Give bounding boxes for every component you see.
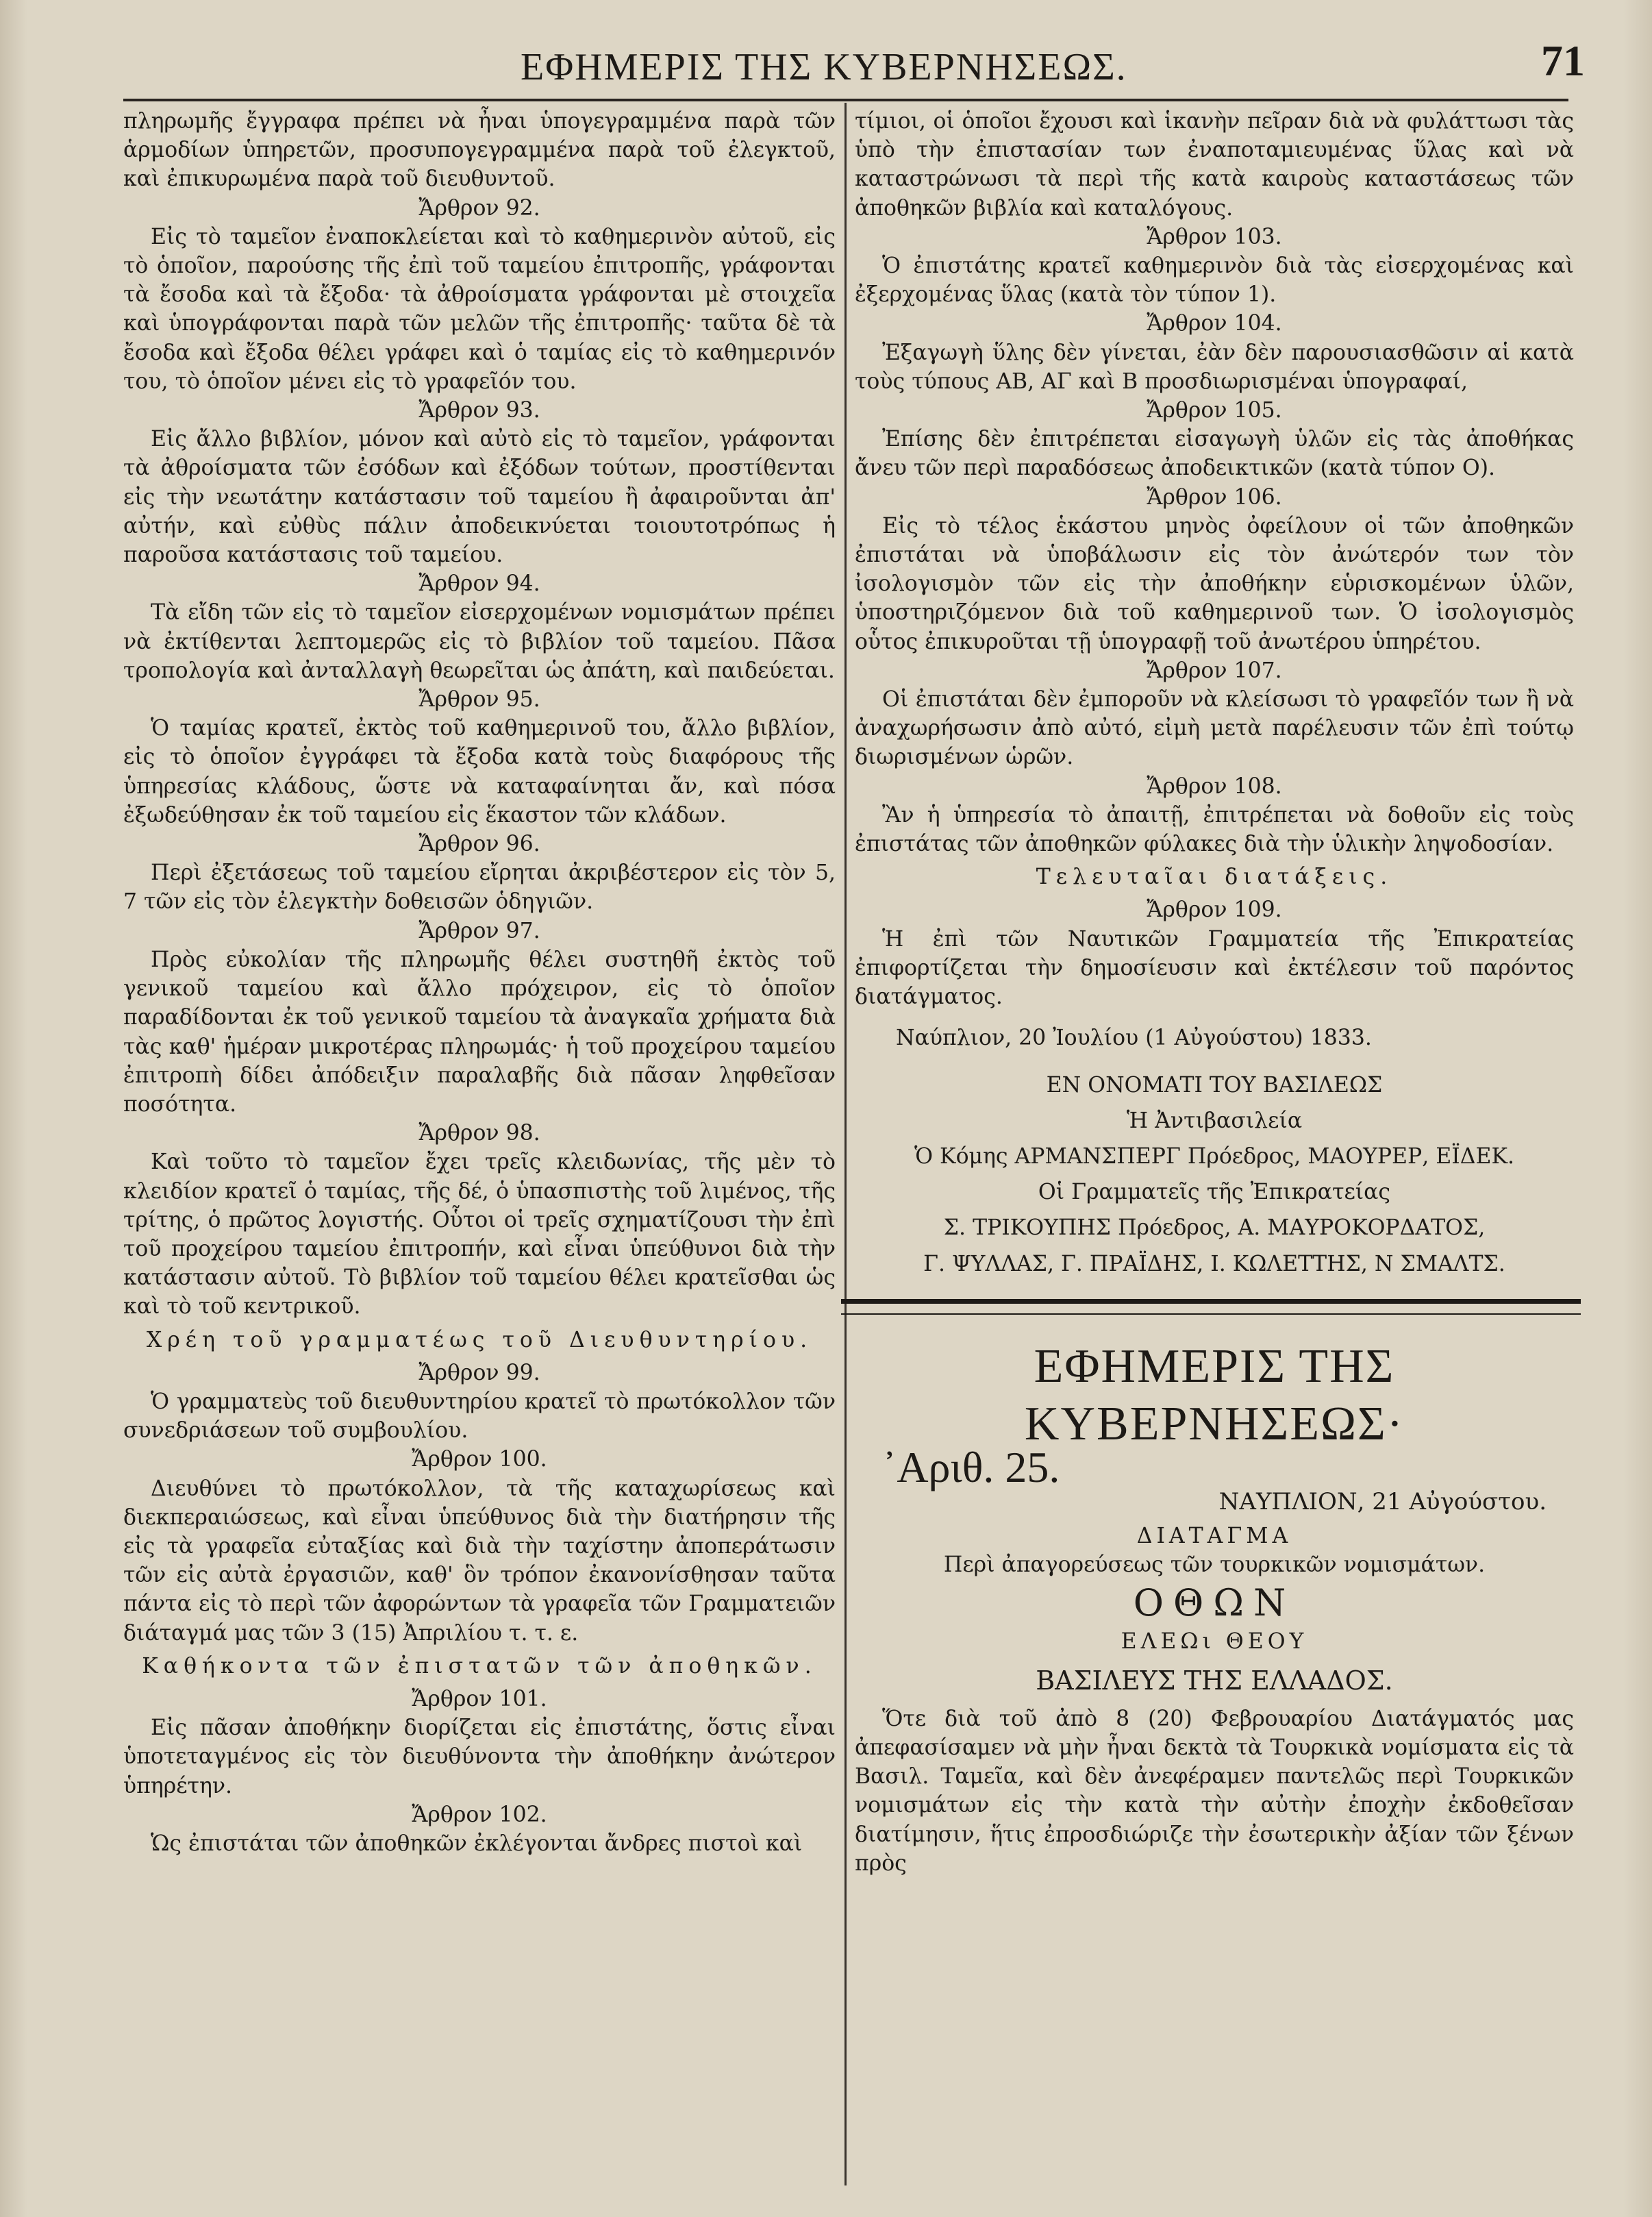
section-heading: Καθήκοντα τῶν ἐπιστατῶν τῶν ἀποθηκῶν. xyxy=(142,1653,817,1679)
paragraph: Ἂν ἡ ὑπηρεσία τὸ ἀπαιτῇ, ἐπιτρέπεται νὰ δοθοῦν εἰς τοὺς ἐπιστάτας τῶν ἀποθηκῶν φύλακες διὰ τὴν ὑλικὴν ληψοδοσίαν. xyxy=(855,802,1574,857)
article-heading: Ἄρθρον 103. xyxy=(1147,224,1282,249)
paragraph: Τὰ εἴδη τῶν εἰς τὸ ταμεῖον εἰσερχομένων νομισμάτων πρέπει νὰ ἐκτίθενται λεπτομερῶς εἰς τὸ βιβλίον τοῦ ταμείου. Πᾶσα τροπολογία καὶ ἀνταλλαγὴ θεωρεῖται ὡς ἀπάτη, καὶ παιδεύεται. xyxy=(123,600,836,683)
date-line: Ναύπλιον, 20 Ἰουλίου (1 Αὐγούστου) 1833. xyxy=(896,1026,1372,1051)
article-heading: Ἄρθρον 109. xyxy=(1147,897,1282,923)
decree-subject: Περὶ ἀπαγορεύσεως τῶν τουρκικῶν νομισμάτων. xyxy=(943,1552,1486,1577)
article-heading: Ἄρθρον 98. xyxy=(418,1121,540,1146)
running-head xyxy=(0,36,1652,97)
by-grace: ΕΛΕΩι ΘΕΟΥ xyxy=(1121,1629,1308,1655)
paragraph: Εἰς ἄλλο βιβλίον, μόνον καὶ αὐτὸ εἰς τὸ ταμεῖον, γράφονται τὰ ἀθροίσματα τῶν ἐσόδων καὶ ἐξόδων τούτων, προστίθενται εἰς τὴν νεωτάτην κατάστασιν τοῦ ταμείου ἢ ἀφαιροῦνται ἀπ' αὐτήν, καὶ εὐθὺς πάλιν ἀποδεικνύεται τοιουτοτρόπως ἡ παροῦσα κατάστασις τοῦ ταμείου. xyxy=(123,427,836,568)
secretaries-title: Οἱ Γραμματεῖς τῆς Ἐπικρατείας xyxy=(1038,1180,1391,1205)
article-heading: Ἄρθρον 105. xyxy=(1147,398,1282,423)
regency-members: Ὁ Κόμης ΑΡΜΑΝΣΠΕΡΓ Πρόεδρος, ΜΑΟΥΡΕΡ, ΕΪΔΕΚ. xyxy=(914,1143,1515,1169)
paragraph: Ἐπίσης δὲν ἐπιτρέπεται εἰσαγωγὴ ὑλῶν εἰς τὰς ἀποθήκας ἄνευ τῶν περὶ παραδόσεως ἀποδεικτικῶν (κατὰ τύπον Ο). xyxy=(855,427,1574,481)
article-heading: Ἄρθρον 107. xyxy=(1147,658,1282,683)
article-heading: Ἄρθρον 94. xyxy=(418,571,540,597)
secretaries-line-2: Γ. ΨΥΛΛΑΣ, Γ. ΠΡΑΪΔΗΣ, Ι. ΚΩΛΕΤΤΗΣ, Ν ΣΜΑΛΤΣ. xyxy=(923,1251,1505,1276)
paragraph: Εἰς τὸ ταμεῖον ἐναποκλείεται καὶ τὸ καθημερινὸν αὐτοῦ, εἰς τὸ ὁποῖον, παρούσης τῆς ἐπὶ τοῦ ταμείου ἐπιτροπῆς, γράφονται τὰ ἔσοδα καὶ τὰ ἔξοδα· τὰ ἀθροίσματα γράφονται μὲ στοιχεῖα καὶ ὑπογράφονται παρὰ τῶν μελῶν τῆς ἐπιτροπῆς· ταῦτα δὲ τὰ ἔσοδα καὶ ἔξοδα θέλει γράφει καὶ ὁ ταμίας εἰς τὸ καθημερινόν του, τὸ ὁποῖον μένει εἰς τὸ γραφεῖόν του. xyxy=(123,224,836,394)
issue-place-date: ΝΑΥΠΛΙΟΝ, 21 Αὐγούστου. xyxy=(1218,1487,1547,1515)
article-heading: Ἄρθρον 93. xyxy=(418,398,540,423)
article-heading: Ἄρθρον 108. xyxy=(1147,773,1282,799)
section-heading: Τελευταῖαι διατάξεις. xyxy=(1036,865,1393,890)
article-heading: Ἄρθρον 97. xyxy=(418,918,540,943)
thin-separator-rule xyxy=(841,1313,1581,1315)
article-heading: Ἄρθρον 100. xyxy=(412,1447,547,1472)
article-heading: Ἄρθρον 106. xyxy=(1147,484,1282,510)
page-number: 71 xyxy=(1541,36,1585,85)
column-rule xyxy=(844,103,847,2185)
regency-title: Ἡ Ἀντιβασιλεία xyxy=(1126,1108,1303,1133)
issue-row xyxy=(855,1442,1574,1522)
in-name-line: ΕΝ ΟΝΟΜΑΤΙ ΤΟΥ ΒΑΣΙΛΕΩΣ xyxy=(1046,1072,1383,1098)
king-name: ΟΘΩΝ xyxy=(1133,1581,1296,1625)
left-column xyxy=(123,107,836,1858)
paragraph: πληρωμῆς ἔγγραφα πρέπει νὰ ἦναι ὑπογεγραμμένα παρὰ τῶν ἁρμοδίων ὑπηρετῶν, προσυπογεγραμμένα παρὰ τοῦ ἐλεγκτοῦ, καὶ ἐπικυρωμένα παρὰ τοῦ διευθυντοῦ. xyxy=(123,109,836,192)
article-heading: Ἄρθρον 99. xyxy=(418,1360,540,1385)
paragraph: Ἐξαγωγὴ ὕλης δὲν γίνεται, ἐὰν δὲν παρουσιασθῶσιν αἱ κατὰ τοὺς τύπους ΑΒ, ΑΓ καὶ Β προσδιωρισμέναι ὑπογραφαί, xyxy=(855,340,1574,394)
paragraph: Ὁ ἐπιστάτης κρατεῖ καθημερινὸν διὰ τὰς εἰσερχομένας καὶ ἐξερχομένας ὕλας (κατὰ τὸν τύπον 1). xyxy=(855,253,1574,308)
issue-number: ᾿Αριθ. 25. xyxy=(882,1442,1060,1491)
secretaries-line-1: Σ. ΤΡΙΚΟΥΠΗΣ Πρόεδρος, Α. ΜΑΥΡΟΚΟΡΔΑΤΟΣ, xyxy=(943,1215,1486,1241)
decree-title: ΔΙΑΤΑΓΜΑ xyxy=(1136,1523,1292,1548)
paragraph: Ὁ γραμματεὺς τοῦ διευθυντηρίου κρατεῖ τὸ πρωτόκολλον τῶν συνεδριάσεων τοῦ συμβουλίου. xyxy=(123,1389,836,1444)
king-title: ΒΑΣΙΛΕΥΣ ΤΗΣ ΕΛΛΑΔΟΣ. xyxy=(1036,1665,1393,1696)
paragraph: Πρὸς εὐκολίαν τῆς πληρωμῆς θέλει συστηθῆ ἐκτὸς τοῦ γενικοῦ ταμείου καὶ ἄλλο πρόχειρον, εἰς τὸ ὁποῖον παραδίδονται ἐκ τοῦ γενικοῦ ταμείου τὰ ἀναγκαῖα χρήματα διὰ τὰς καθ' ἡμέραν μικροτέρας πληρωμάς· ἡ τοῦ προχείρου ταμείου ἐπιτροπὴ δίδει ἀπόδειξιν παραλαβῆς διὰ πᾶσαν ληφθεῖσαν ποσότητα. xyxy=(123,947,836,1117)
article-heading: Ἄρθρον 101. xyxy=(412,1686,547,1711)
article-heading: Ἄρθρον 95. xyxy=(418,687,540,713)
article-heading: Ἄρθρον 104. xyxy=(1147,311,1282,336)
paragraph: Εἰς πᾶσαν ἀποθήκην διορίζεται εἰς ἐπιστάτης, ὅστις εἶναι ὑποτεταγμένος εἰς τὸν διευθύνοντα τὴν ἀποθήκην ἀνώτερον ὑπηρέτην. xyxy=(123,1716,836,1798)
thick-separator-rule xyxy=(841,1299,1581,1304)
article-heading: Ἄρθρον 92. xyxy=(418,195,540,221)
paragraph: Ὁ ταμίας κρατεῖ, ἐκτὸς τοῦ καθημερινοῦ του, ἄλλο βιβλίον, εἰς τὸ ὁποῖον ἐγγράφει τὰ ἔξοδα κατὰ τοὺς διαφόρους τῆς ὑπηρεσίας κλάδους, ὥστε νὰ καταφαίνηται ἄν, καὶ πόσα ἐξωδεύθησαν ἐκ τοῦ ταμείου εἰς ἕκαστον τῶν κλάδων. xyxy=(123,716,836,828)
paragraph: Ὡς ἐπιστάται τῶν ἀποθηκῶν ἐκλέγονται ἄνδρες πιστοὶ καὶ xyxy=(151,1831,803,1856)
running-title: ΕΦΗΜΕΡΙΣ ΤΗΣ ΚΥΒΕΡΝΗΣΕΩΣ. xyxy=(521,46,1127,88)
article-heading: Ἄρθρον 96. xyxy=(418,832,540,857)
paragraph: Καὶ τοῦτο τὸ ταμεῖον ἔχει τρεῖς κλειδωνίας, τῆς μὲν τὸ κλειδίον κρατεῖ ὁ ταμίας, τῆς δέ, ὁ ὑπασπιστὴς τοῦ λιμένος, τῆς τρίτης, ὁ πρῶτος λογιστής. Οὗτοι οἱ τρεῖς σχηματίζουσι τὴν ἐπὶ τοῦ προχείρου ταμείου ἐπιτροπήν, καὶ εἶναι ὑπεύθυνοι διὰ τὴν κατάστασιν αὐτοῦ. Τὸ βιβλίον τοῦ ταμείου θέλει κρατεῖσθαι ὡς καὶ τὸ τοῦ κεντρικοῦ. xyxy=(123,1150,836,1320)
paragraph: Ἡ ἐπὶ τῶν Ναυτικῶν Γραμματεία τῆς Ἐπικρατείας ἐπιφορτίζεται τὴν δημοσίευσιν καὶ ἐκτέλεσιν τοῦ παρόντος διατάγματος. xyxy=(855,926,1574,1010)
paragraph: Ὅτε διὰ τοῦ ἀπὸ 8 (20) Φεβρουαρίου Διατάγματός μας ἀπεφασίσαμεν νὰ μὴν ἦναι δεκτὰ τὰ Τουρκικὰ νομίσματα εἰς τὰ Βασιλ. Ταμεῖα, καὶ δὲν ἀνεφέραμεν παντελῶς περὶ Τουρκικῶν νομισμάτων εἰς τὴν κατὰ τὴν αὐτὴν ἐποχὴν ἐκδοθεῖσαν διατίμησιν, ἥτις ἐπροσδιώριζε τὴν ἐσωτερικὴν ἀξίαν τῶν ξένων πρὸς xyxy=(855,1706,1574,1876)
right-column xyxy=(855,107,1574,1878)
paragraph: Διευθύνει τὸ πρωτόκολλον, τὰ τῆς καταχωρίσεως καὶ διεκπεραιώσεως, καὶ εἶναι ὑπεύθυνος διὰ τὴν διατήρησιν τῆς εἰς τὰ γραφεῖα εὐταξίας καὶ διὰ τὴν ταχίστην ἀποπεράτωσιν τῶν εἰς αὐτὰ ἐργασιῶν, καθ' ὃν τρόπον ἐκανονίσθησαν ταῦτα πάντα εἰς τὸ περὶ τῶν ἀφορώντων τὰ γραφεῖα τῶν Γραμματειῶν διάταγμά μας τῶν 3 (15) Ἀπριλίου τ. τ. ε. xyxy=(123,1476,836,1646)
article-heading: Ἄρθρον 102. xyxy=(412,1802,547,1827)
section-heading: Χρέη τοῦ γραμματέως τοῦ Διευθυντηρίου. xyxy=(146,1327,813,1352)
paragraph: Οἱ ἐπιστάται δὲν ἐμποροῦν νὰ κλείσωσι τὸ γραφεῖόν των ἢ νὰ ἀναχωρήσωσιν ἀπὸ αὐτό, εἰμὴ μετὰ παρέλευσιν τῶν ἐπὶ τούτῳ διωρισμένων ὡρῶν. xyxy=(855,687,1574,770)
paragraph: Εἰς τὸ τέλος ἑκάστου μηνὸς ὀφείλουν οἱ τῶν ἀποθηκῶν ἐπιστάται νὰ ὑποβάλωσιν εἰς τὸν ἀνώτερόν των τὸν ἰσολογισμὸν τῶν εἰς τὴν ἀποθήκην εὑρισκομένων ὑλῶν, ὑποστηριζόμενον διὰ τοῦ καθημερινοῦ των. Ὁ ἰσολογισμὸς οὗτος ἐπικυροῦται τῇ ὑπογραφῇ τοῦ ἀνωτέρου ὑπηρέτου. xyxy=(855,513,1574,654)
masthead: ΕΦΗΜΕΡΙΣ ΤΗΣ ΚΥΒΕΡΝΗΣΕΩΣ· xyxy=(1024,1339,1405,1450)
paragraph: τίμιοι, οἱ ὁποῖοι ἔχουσι καὶ ἱκανὴν πεῖραν διὰ νὰ φυλάττωσι τὰς ὑπὸ τὴν ἐπιστασίαν των ἐναποταμιευμένας ὕλας καὶ νὰ καταστρώνωσι τὰ περὶ τῆς κατὰ καιροὺς καταστάσεως τῶν ἀποθηκῶν βιβλία καὶ καταλόγους. xyxy=(855,109,1574,221)
paragraph: Περὶ ἐξετάσεως τοῦ ταμείου εἴρηται ἀκριβέστερον εἰς τὸν 5, 7 τῶν εἰς τὸν ἐλεγκτὴν δοθεισῶν ὁδηγιῶν. xyxy=(123,860,836,915)
header-rule xyxy=(123,99,1568,101)
